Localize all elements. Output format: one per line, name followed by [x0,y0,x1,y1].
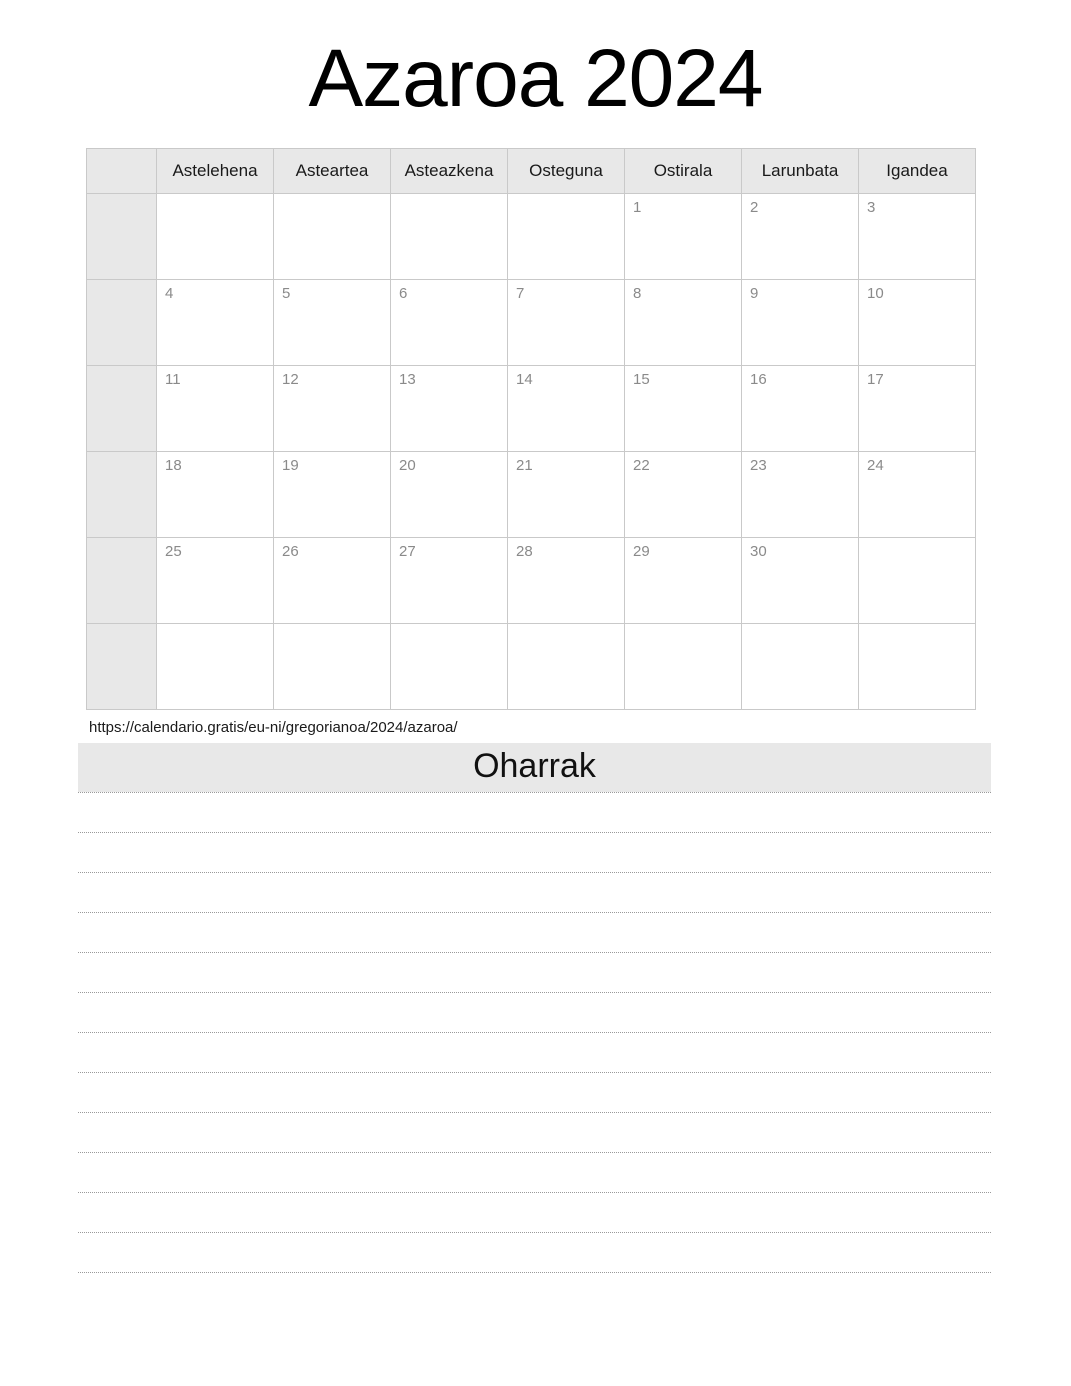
day-number: 22 [633,457,650,474]
calendar-week-row [87,366,976,452]
weekday-header-thursday: Osteguna [508,149,625,194]
day-number [508,194,624,200]
day-cell[interactable] [859,366,976,452]
weekday-header-tuesday: Asteartea [274,149,391,194]
day-number [274,624,390,630]
day-number: 1 [633,199,642,216]
note-line[interactable] [78,1113,991,1153]
day-number: 2 [750,199,759,216]
day-cell[interactable] [274,366,391,452]
day-number: 16 [750,371,767,388]
day-number: 11 [165,371,181,388]
week-gutter-cell [87,280,157,366]
day-cell[interactable] [157,624,274,710]
weekday-header-monday: Astelehena [157,149,274,194]
month-calendar-table [86,148,976,710]
day-cell[interactable] [859,538,976,624]
day-cell[interactable] [274,194,391,280]
day-cell[interactable] [508,624,625,710]
day-cell[interactable] [742,624,859,710]
day-cell[interactable] [625,194,742,280]
calendar-week-row [87,452,976,538]
day-number: 5 [282,285,291,302]
day-number: 21 [516,457,533,474]
day-number: 24 [867,457,884,474]
day-cell[interactable] [742,538,859,624]
week-gutter-header [87,149,157,194]
day-cell[interactable] [391,538,508,624]
note-line[interactable] [78,792,991,833]
note-line[interactable] [78,833,991,873]
day-number [391,194,507,200]
day-number: 18 [165,457,182,474]
day-cell[interactable] [625,538,742,624]
day-cell[interactable] [859,280,976,366]
day-number: 28 [516,543,533,560]
day-cell[interactable] [742,194,859,280]
note-line[interactable] [78,913,991,953]
week-gutter-cell [87,452,157,538]
day-number: 9 [750,285,759,302]
page-title: Azaroa 2024 [308,33,763,124]
week-gutter-cell [87,624,157,710]
calendar-container [0,148,1071,710]
day-cell[interactable] [157,194,274,280]
day-number: 19 [282,457,299,474]
week-gutter-cell [87,194,157,280]
calendar-week-row [87,280,976,366]
day-cell[interactable] [508,452,625,538]
day-cell[interactable] [508,280,625,366]
day-number: 15 [633,371,650,388]
note-line[interactable] [78,1193,991,1233]
note-line[interactable] [78,1233,991,1273]
day-number: 26 [282,543,299,560]
notes-heading: Oharrak [78,743,991,792]
day-cell[interactable] [274,538,391,624]
day-cell[interactable] [625,366,742,452]
day-cell[interactable] [391,452,508,538]
day-number [157,194,273,200]
day-number: 8 [633,285,642,302]
day-number: 13 [399,371,416,388]
day-number: 23 [750,457,767,474]
day-number [274,194,390,200]
note-line[interactable] [78,1153,991,1193]
day-cell[interactable] [157,452,274,538]
day-number [859,624,975,630]
day-cell[interactable] [625,452,742,538]
day-cell[interactable] [508,194,625,280]
weekday-header-sunday: Igandea [859,149,976,194]
day-number [508,624,624,630]
note-line[interactable] [78,953,991,993]
day-cell[interactable] [508,366,625,452]
day-number: 14 [516,371,533,388]
day-number: 25 [165,543,182,560]
calendar-week-row [87,194,976,280]
day-number: 27 [399,543,416,560]
day-cell[interactable] [157,280,274,366]
notes-lines [78,792,991,1273]
day-number [742,624,858,630]
week-gutter-cell [87,366,157,452]
day-cell[interactable] [274,624,391,710]
day-cell[interactable] [742,452,859,538]
day-number: 10 [867,285,884,302]
day-number: 12 [282,371,299,388]
day-cell[interactable] [859,194,976,280]
calendar-header-row [87,149,976,194]
day-cell[interactable] [508,538,625,624]
day-number: 20 [399,457,416,474]
day-cell[interactable] [625,624,742,710]
note-line[interactable] [78,993,991,1033]
day-number: 4 [165,285,174,302]
day-cell[interactable] [274,452,391,538]
day-number: 17 [867,371,884,388]
source-url-text[interactable]: https://calendario.gratis/eu-ni/gregorianoa/2024/azaroa/ [89,719,458,736]
day-number [157,624,273,630]
day-number: 6 [399,285,408,302]
note-line[interactable] [78,1073,991,1113]
day-cell[interactable] [742,366,859,452]
day-cell[interactable] [391,194,508,280]
day-cell[interactable] [157,366,274,452]
day-number [859,538,975,544]
week-gutter-cell [87,538,157,624]
weekday-header-wednesday: Asteazkena [391,149,508,194]
day-number: 29 [633,543,650,560]
day-cell[interactable] [391,280,508,366]
day-cell[interactable] [391,624,508,710]
note-line[interactable] [78,1033,991,1073]
day-number [391,624,507,630]
notes-section [0,743,1071,1273]
note-line[interactable] [78,873,991,913]
day-number: 7 [516,285,525,302]
day-cell[interactable] [859,452,976,538]
calendar-week-row [87,624,976,710]
day-number [625,624,741,630]
day-cell[interactable] [274,280,391,366]
day-cell[interactable] [859,624,976,710]
weekday-header-friday: Ostirala [625,149,742,194]
day-cell[interactable] [742,280,859,366]
day-number: 3 [867,199,876,216]
day-cell[interactable] [391,366,508,452]
weekday-header-saturday: Larunbata [742,149,859,194]
day-cell[interactable] [157,538,274,624]
day-number: 30 [750,543,767,560]
day-cell[interactable] [625,280,742,366]
calendar-week-row [87,538,976,624]
